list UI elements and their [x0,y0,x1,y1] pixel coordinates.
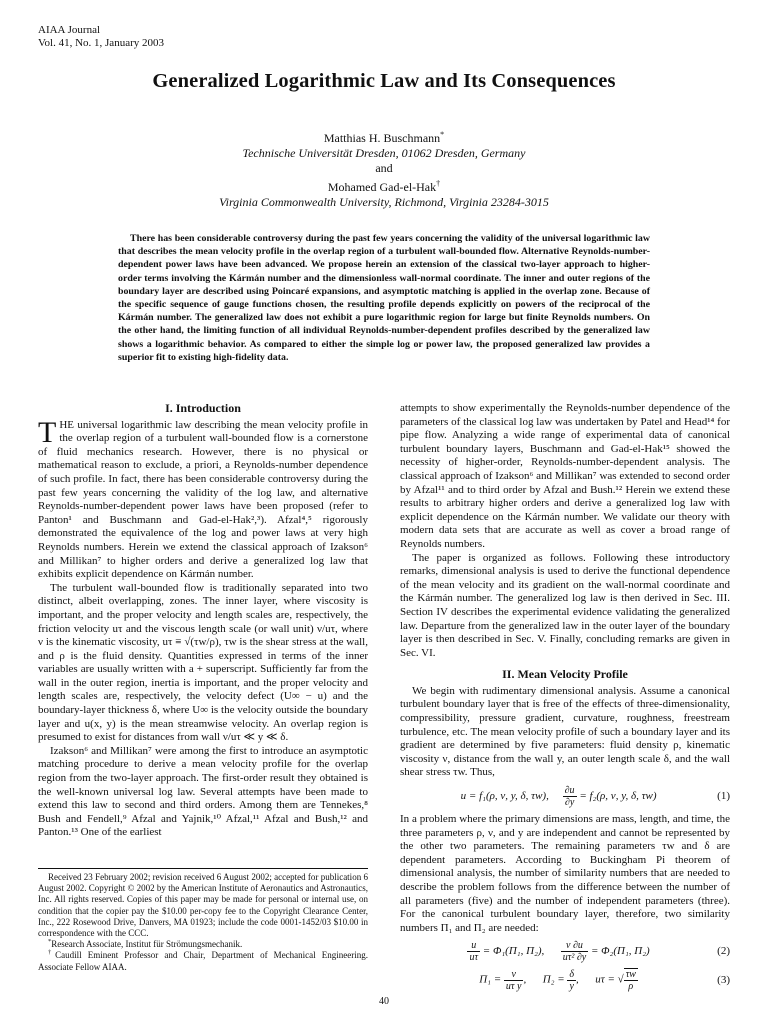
equation-3a-denominator: uτ y [505,980,522,992]
equation-2 [400,940,730,963]
author-1-name: Matthias H. Buschmann [323,131,441,145]
equation-2a-fraction [467,940,480,963]
affiliation-2: Virginia Commonwealth University, Richmond, Virginia 23284-3015 [219,195,549,209]
right-paragraph-4: In a problem where the primary dimensions are mass, length, and time, the three parameters ρ, ν, and y are independent and cannot be represented by the other two parameters. The remaining parameters τw and δ are dependent parameters. According to Buckingham Pi theorem of dimensional analysis, the number of similarity numbers that are needed to describe the problem follows from the difference between the number of all parameters (five) and the number of independent parameters (three). For the canonical turbulent boundary layer, therefore, two similarity numbers Π₁ and Π₂ are needed: [400,813,730,934]
drop-cap: T [38,415,57,449]
author-block [0,127,768,210]
author-2-name: Mohamed Gad-el-Hak [327,180,437,194]
author-1 [0,127,768,146]
equation-1-body [400,785,717,808]
equation-3-number: (3) [717,973,730,986]
author-2-mark: † [436,179,441,188]
footnote-received: Received 23 February 2002; revision received 6 August 2002; accepted for publication 6 August 2002. Copyright © 2002 by the American Institute of Aeronautics and Astronautics, Inc. All rights reserved. Copies of this paper may be made for personal or internal use, on condition that the copier pay the $10.00 per-copy fee to the Copyright Clearance Center, Inc., 222 Rosewood Drive, Danvers, MA 01923; include the code 0001-1452/03 $10.00 in correspondence with the CCC. [38,872,368,939]
equation-2-body [400,940,717,963]
intro-paragraph-3: Izakson⁶ and Millikan⁷ were among the first to introduce an asymptotic matching procedure to derive a mean velocity profile for the overlap region from the two-layer approach. The first-order result they obtained is the well-known universal log law. Several attempts have been made to extend this law to second and third orders. Among them are Tennekes,⁸ Bush and Fendell,⁹ Afzal and Yajnik,¹⁰ Afzal,¹¹ Afzal and Bush,¹² and Panton.¹³ One of the earliest [38,744,368,839]
right-paragraph-1: attempts to show experimentally the Reynolds-number dependence of the parameters of the classical log law was undertaken by Patel and Head¹⁴ for pipe flow. Analyzing a wide range of experimental data of canonical turbulent boundary layers, Buschmann and Gad-el-Hak¹⁵ showed the necessity of higher-order, Reynolds-number-dependent analysis. The classical approach of Izakson⁶ and Millikan⁷ was extended to second order by Afzal¹¹ and to third order by Afzal and Bush.¹² Herein we extend these results to arbitrary higher orders and derive a generalized log law with explicit dependence on the Kármán number. We validate our theory with modern data sets that are accurate as well as cover a broad range of Reynolds numbers. [400,402,730,550]
equation-2a-denominator: uτ [469,952,479,964]
intro-paragraph-2: The turbulent wall-bounded flow is traditionally separated into two distinct, albeit overlapping, zones. The inner layer, where viscosity is important, and the proper velocity and length scales are, respectively, the friction velocity uτ and the viscous length scale (or wall unit) ν/uτ, where ν is the kinematic viscosity, uτ ≡ √(τw/ρ), τw is the shear stress at the wall, and ρ is the fluid density. Quantities expressed in terms of the inner variables are usually written with a + superscript. Sufficiently far from the wall in the outer region, inertia is important, and the proper velocity and length scales are, respectively, the velocity defect (U∞ − u) and the boundary-layer thickness δ, where U∞ is the velocity outside the boundary layer and u(x, y) is the mean streamwise velocity. An overlap region is presumed to exist for distances from wall ν/uτ ≪ y ≪ δ. [38,581,368,744]
equation-1-number: (1) [717,789,730,802]
paper-title: Generalized Logarithmic Law and Its Consequences [152,70,616,92]
equation-2b-rhs: = Φ₂(Π₁, Π₂) [590,945,650,958]
author-1-mark: * [440,130,445,139]
equation-2a-numerator: u [467,940,480,952]
equation-3b-numerator: δ [569,968,575,980]
equation-3a-fraction [504,969,524,992]
abstract: There has been considerable controversy during the past few years concerning the validity of the universal logarithmic law that describes the mean velocity profile in the overlap region of a turbulent wall-bounded flow. Alternative Reynolds-number-dependent power laws have been advanced. We propose herein an extension of the classical two-layer approach to higher-order terms involving the Kármán number and the dimensionless wall-normal coordinate. The inner and outer regions of the boundary layer are described using Poincaré expansions, and asymptotic matching is applied in the overlap zone. Because of the specific sequence of gauge functions chosen, the resulting profile depends explicitly on powers of the reciprocal of the Kármán number. The generalized law does not exhibit a pure logarithmic region for large but finite Reynolds numbers. On the other hand, the limiting function of all individual Reynolds-number-dependent profiles described by the generalized law shows a logarithmic behavior. As compared to either the simple log or power law, the proposed generalized law provides a superior fit to existing high-fidelity data. [118,233,650,363]
author-conjunction: and [375,161,393,175]
section-1-heading: I. Introduction [165,401,241,415]
left-column [38,402,368,840]
equation-3c-lhs: uτ = √ [595,973,624,986]
footnote-1-text: Research Associate, Institut für Strömungsmechanik. [51,939,243,950]
equation-3b-lhs: Π₂ = [542,973,565,986]
section-2-heading: II. Mean Velocity Profile [502,667,628,682]
right-paragraph-2: The paper is organized as follows. Following these introductory remarks, dimensional analysis is used to derive the functional dependence of the mean velocity and its gradient on the wall-normal coordinate and the Kármán number. The generalized log law is then derived in Sec. III. Section IV describes the experimental evidence validating the generalized law. Departure from the generalized law in the outer layer of the boundary layer is then described in Sec. V. Finally, concluding remarks are given in Sec. VI. [400,551,730,659]
equation-3c-numerator: τw [625,969,636,981]
equation-1-numerator: ∂u [564,785,575,797]
affiliation-1: Technische Universität Dresden, 01062 Dresden, Germany [242,146,526,160]
equation-2b-fraction [561,940,588,963]
equation-2b-numerator: ν ∂u [561,940,588,952]
footnote-2 [38,950,368,972]
equation-3c-denominator: ρ [628,981,634,993]
intro-paragraph-1-text: HE universal logarithmic law describing the mean velocity profile in the overlap region of a turbulent wall-bounded flow is a cornerstone of fluid mechanics research. However, there is no physical or mathematical reason to exclude, a priori, a Reynolds-number dependence of such profile. In fact, there has been considerable controversy during the past few years concerning the validity of the log law, and alternative Reynolds-number-dependent power laws have been proposed (refer to Panton¹ and Buschmann and Gad-el-Hak²,³). Afzal⁴,⁵ rigorously demonstrated the equivalence of the log and power laws at very high Reynolds numbers. Herein we extend the classical approach of Izakson⁶ and Millikan⁷ to higher orders and derive a generalized log law that exhibits explicit dependence on Kármán number. [38,418,368,581]
right-paragraph-3: We begin with rudimentary dimensional analysis. Assume a canonical turbulent boundary layer that is free of the effects of three-dimensionality, compressibility, pressure gradient, curvature, roughness, freestream turbulence, etc. The mean velocity profile of such a boundary layer and its gradient are determined by five parameters: fluid density ρ, kinematic viscosity ν, distance from the wall y, an outer length scale δ, and the wall shear stress τw. Thus, [400,684,730,779]
equation-2-number: (2) [717,945,730,958]
footnote-1 [38,939,368,950]
footnote-1-mark: * [48,938,52,946]
journal-name: AIAA Journal [38,24,101,36]
equation-1-right: = f₂(ρ, ν, y, δ, τw) [579,790,657,803]
equation-3c-fraction [624,968,638,992]
equation-3a-numerator: ν [504,969,524,981]
equation-1 [400,785,730,808]
equation-3 [400,968,730,992]
journal-header [38,24,164,50]
equation-3-body: Π₁ = $\frac{\nu}{\text{uτ y}}$ , Π₂ = $\frac{\delta}{y}$ , uτ = √ $\frac{\tau w}{\rho}$ [479,968,636,993]
intro-paragraph-1 [38,415,368,582]
equation-2a-rhs: = Φ₁(Π₁, Π₂), [482,945,545,958]
footnote-2-mark: † [48,949,56,957]
equation-3a-lhs: Π₁ = [479,973,502,986]
footnote-2-text: Caudill Eminent Professor and Chair, Department of Mechanical Engineering. Associate Fellow AIAA. [38,950,369,972]
equation-3b-fraction [567,969,576,992]
equation-1-left: u = f₁(ρ, ν, y, δ, τw), [460,790,549,803]
page-number: 40 [379,996,389,1007]
equation-3b-denominator: y [569,980,574,992]
journal-issue: Vol. 41, No. 1, January 2003 [38,37,164,49]
right-column [400,402,730,997]
footnotes [38,868,368,973]
author-2 [0,176,768,195]
equation-2b-denominator: uτ² ∂y [562,952,587,964]
equation-1-fraction [563,785,577,808]
equation-1-denominator: ∂y [564,797,575,809]
